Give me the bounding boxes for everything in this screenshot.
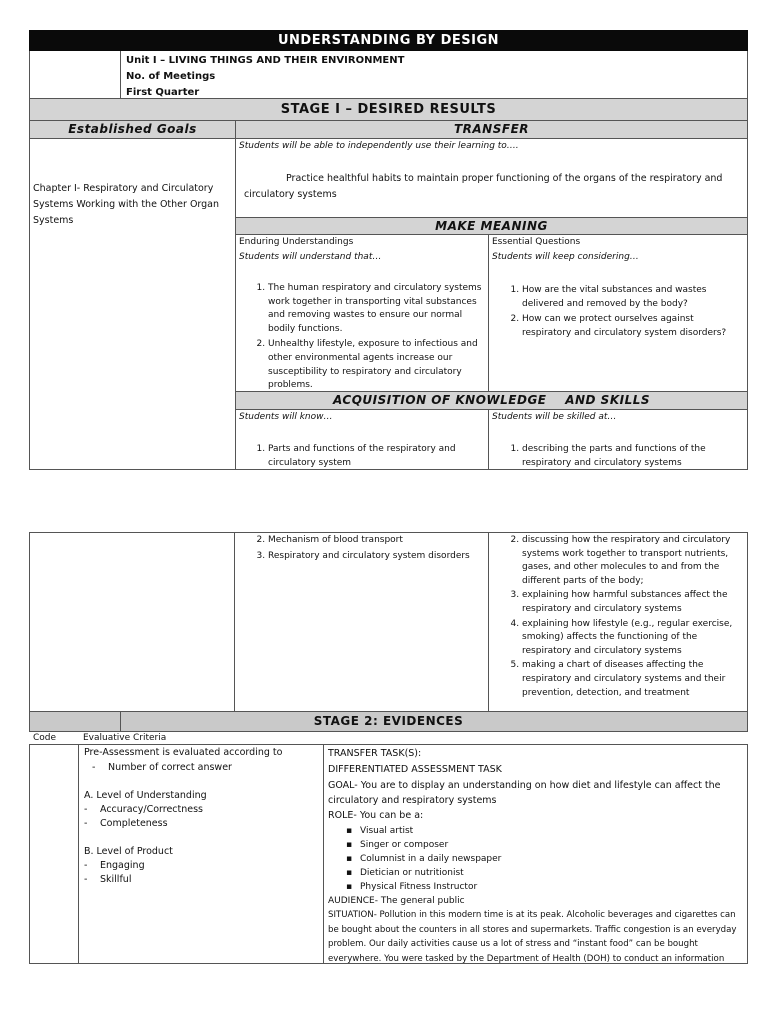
skill-list-p1 xyxy=(492,443,742,472)
role-item: ▪ Columnist in a daily newspaper xyxy=(328,852,742,866)
role-item: ▪ Visual artist xyxy=(328,824,742,838)
goals-continued-cell xyxy=(29,532,235,712)
skill-item: 5. making a chart of diseases affecting the respiratory and circulatory systems and their prevention, detection, and treatment xyxy=(522,659,744,700)
transfer-task xyxy=(328,746,742,966)
document-title: UNDERSTANDING BY DESIGN xyxy=(29,30,748,51)
task-title: TRANSFER TASK(S): xyxy=(328,748,422,759)
skill-item: 3. explaining how harmful substances affect the respiratory and circulatory systems xyxy=(522,589,744,616)
skill-intro: Students will be skilled at… xyxy=(492,412,617,422)
make-meaning-header: MAKE MEANING xyxy=(235,217,748,235)
eu-label: Enduring Understandings xyxy=(239,237,354,247)
know-intro: Students will know… xyxy=(239,412,333,422)
eq-intro: Students will keep considering… xyxy=(492,252,639,262)
unit-info-spacer xyxy=(29,51,121,99)
meetings-label: No. of Meetings xyxy=(126,71,216,82)
level-b: B. Level of Product xyxy=(84,846,173,857)
skill-list-p2 xyxy=(492,534,744,702)
transfer-intro: Students will be able to independently use their learning to…. xyxy=(239,141,519,151)
task-role: ROLE- You can be a: xyxy=(328,810,424,821)
task-goal: GOAL- You are to display an understanding on how diet and lifestyle can affect the circulatory and respiratory systems xyxy=(328,780,721,806)
level-b-item: - Skillful xyxy=(84,873,320,887)
level-a-item: - Accuracy/Correctness xyxy=(84,803,320,817)
level-a: A. Level of Understanding xyxy=(84,790,207,801)
role-item: ▪ Singer or composer xyxy=(328,838,742,852)
stage1-title: STAGE I – DESIRED RESULTS xyxy=(29,99,748,121)
eu-intro: Students will understand that… xyxy=(239,252,382,262)
eq-item: 1. How are the vital substances and wastes delivered and removed by the body? xyxy=(522,284,742,311)
skill-item: 2. discussing how the respiratory and circulatory systems work together to transport nutrients, gases, and other molecules to and from the different parts of the body; xyxy=(522,534,744,588)
role-item: ▪ Physical Fitness Instructor xyxy=(328,880,742,894)
skill-item: 1. describing the parts and functions of the respiratory and circulatory systems xyxy=(522,443,742,470)
stage2-title: STAGE 2: EVIDENCES xyxy=(29,712,748,732)
goal-text: Chapter I- Respiratory and Circulatory Systems Working with the Other Organ Systems xyxy=(33,183,220,226)
know-item: 3. Respiratory and circulatory system disorders xyxy=(268,550,484,564)
level-b-item: - Engaging xyxy=(84,859,320,873)
criteria-content xyxy=(84,746,320,887)
eq-item: 2. How can we protect ourselves against respiratory and circulatory system disorders? xyxy=(522,313,742,340)
unit-title: Unit I – LIVING THINGS AND THEIR ENVIRONMENT xyxy=(126,55,405,66)
code-label: Code xyxy=(33,733,57,743)
eq-label: Essential Questions xyxy=(492,237,581,247)
task-audience: AUDIENCE- The general public xyxy=(328,896,465,906)
transfer-header: TRANSFER xyxy=(235,121,748,139)
criteria-label: Evaluative Criteria xyxy=(83,733,167,743)
eu-item: 2. Unhealthy lifestyle, exposure to infectious and other environmental agents increase our susceptibility to respiratory and circulatory problems. xyxy=(268,338,484,392)
code-cell xyxy=(29,744,79,964)
know-list-p1 xyxy=(238,443,478,472)
know-item: 1. Parts and functions of the respiratory and circulatory system xyxy=(268,443,478,470)
eq-list xyxy=(492,284,742,342)
quarter-label: First Quarter xyxy=(126,87,200,98)
established-goals-header: Established Goals xyxy=(29,121,235,139)
task-situation: SITUATION- Pollution in this modern time is at its peak. Alcoholic beverages and cigarettes can be bought about the counters in all stores and supermarkets. Traffic congestion is an everyday problem. Our daily activities cause us a lot of stress and “instant food” can be bought everywhere. You were tasked by the Department of Health (DOH) to conduct an information xyxy=(328,910,737,964)
eu-item: 1. The human respiratory and circulatory systems work together in transporting vital substances and removing wastes to ensure our normal bodily functions. xyxy=(268,282,484,336)
unit-info xyxy=(126,53,404,101)
transfer-text: Practice healthful habits to maintain proper functioning of the organs of the respiratory and circulatory systems xyxy=(244,173,723,200)
eu-list xyxy=(238,282,484,395)
pre-item: - Number of correct answer xyxy=(92,761,320,775)
task-subtitle: DIFFERENTIATED ASSESSMENT TASK xyxy=(328,764,502,775)
skill-item: 4. explaining how lifestyle (e.g., regular exercise, smoking) affects the functioning of the respiratory and circulatory systems xyxy=(522,618,744,659)
role-item: ▪ Dietician or nutritionist xyxy=(328,866,742,880)
know-list-p2 xyxy=(238,534,484,565)
know-item: 2. Mechanism of blood transport xyxy=(268,534,484,548)
pre-assessment: Pre-Assessment is evaluated according to xyxy=(84,747,283,758)
acquisition-header: ACQUISITION OF KNOWLEDGE AND SKILLS xyxy=(235,392,748,410)
stage2-spacer xyxy=(29,712,121,732)
level-a-item: - Completeness xyxy=(84,817,320,831)
